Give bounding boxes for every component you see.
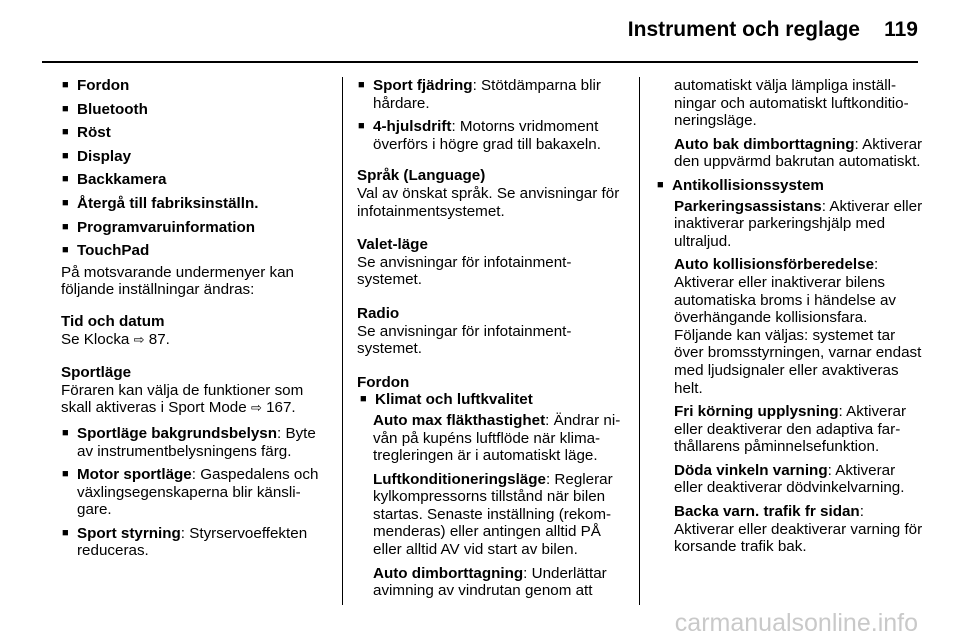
item-term: Backa varn. trafik fr sidan — [674, 503, 860, 521]
watermark: carmanualsonline.info — [674, 609, 918, 637]
section-heading-sprak: Språk (Language) — [357, 167, 486, 185]
section-heading-valet: Valet-läge — [357, 236, 428, 254]
list-item — [357, 77, 625, 112]
sub-item — [656, 503, 924, 556]
item-desc: : Motorns vridmoment överförs i högre grad till bakaxeln. — [373, 118, 601, 153]
item-desc: : Reglerar kylkompressorns tillstånd när bilen startas. Senaste inställning (rekommenderas) eller antingen alltid PÅ eller alltid AV vid start av bilen. — [373, 470, 613, 559]
column-divider-2 — [639, 77, 640, 605]
list-item: ■ Röst — [61, 124, 329, 142]
item-term: Sportläge bakgrundsbelysn — [77, 424, 278, 442]
list-item: ■ Backkamera — [61, 171, 329, 189]
column-1 — [61, 77, 329, 566]
column-2 — [357, 77, 625, 606]
section-heading-tid: Tid och datum — [61, 312, 165, 330]
item-term: 4-hjulsdrift — [373, 118, 452, 136]
item-term: Auto max fläkthastighet — [373, 411, 546, 429]
item-desc: : Gaspedalens och växlingsegenskaperna blir känsligare. — [77, 466, 319, 519]
sub-item — [357, 412, 625, 465]
item-desc: : Styrservoeffekten reduceras. — [77, 524, 308, 560]
item-term: Luftkonditioneringsläge — [373, 470, 546, 488]
item-term: Sport styrning — [77, 524, 181, 542]
section-text-tid — [61, 331, 329, 349]
item-desc: : Aktiverar den uppvärmd bakrutan automatiskt. — [674, 135, 923, 171]
item-term: Parkeringsassistans — [674, 197, 822, 215]
page-title: Instrument och reglage — [627, 18, 860, 41]
column-divider-1 — [342, 77, 343, 605]
sub-item — [357, 471, 625, 559]
item-term: Auto dimborttagning — [373, 564, 524, 582]
continued-text: automatiskt välja lämpliga inställningar och automatiskt luftkonditioneringsläge. — [674, 77, 909, 130]
list-item: ■ Antikollisionssystem — [656, 177, 924, 195]
sub-item — [656, 256, 924, 397]
section-text-radio: Se anvisningar för infotainmentsystemet. — [357, 322, 572, 358]
item-desc: : Aktiverar eller inaktiverar bilens automatiska broms i händelse av överhängande kollisionsfara. Följande kan väljas: systemet tar över bromsstyrningen, varnar endast med ljudsignaler eller avaktiveras helt. — [674, 256, 922, 397]
list-item — [61, 425, 329, 460]
section-text-sport — [61, 382, 329, 417]
section-heading-fordon: Fordon — [357, 373, 410, 391]
sport-text: Föraren kan välja de funktioner som skall aktiveras i Sport Mode — [61, 381, 304, 417]
item-desc: : Aktiverar eller inaktiverar parkeringshjälp med ultraljud. — [674, 197, 923, 250]
list-item — [357, 118, 625, 153]
list-item — [61, 525, 329, 560]
item-term: Fri körning upplysning — [674, 403, 839, 421]
list-item: ■ Bluetooth — [61, 101, 329, 119]
arrow-right-icon: ⇨ — [133, 331, 145, 347]
intro-text: På motsvarande undermenyer kan följande inställningar ändras: — [61, 263, 295, 299]
page-number: 119 — [884, 18, 918, 41]
list-item: ■ Fordon — [61, 77, 329, 95]
page-reference: 87. — [148, 330, 170, 348]
item-term: Sport fjädring — [373, 77, 473, 94]
item-desc: : Aktiverar eller deaktiverar varning för korsande trafik bak. — [674, 503, 923, 556]
header-divider — [42, 61, 918, 63]
list-item: ■ Programvaruinformation — [61, 219, 329, 237]
sub-item — [656, 198, 924, 251]
item-term: Auto kollisionsförberedelse — [674, 256, 875, 274]
item-term: Döda vinkeln varning — [674, 461, 828, 479]
item-desc: : Underlättar avimning av vindrutan genom att — [373, 564, 607, 600]
list-item — [61, 466, 329, 519]
arrow-right-icon: ⇨ — [250, 400, 262, 416]
sub-item — [357, 565, 625, 600]
sub-item — [656, 136, 924, 171]
item-term: Auto bak dimborttagning — [674, 135, 855, 153]
section-text-valet: Se anvisningar för infotainmentsystemet. — [357, 253, 572, 289]
item-desc: : Aktiverar eller deaktiverar dödvinkelvarning. — [674, 461, 905, 497]
list-item: ■ Klimat och luftkvalitet — [359, 391, 625, 409]
sub-item — [656, 462, 924, 497]
item-desc: : Aktiverar eller deaktiverar den adaptiva farthållarens påminnelsefunktion. — [674, 403, 907, 456]
tid-text: Se Klocka — [61, 330, 130, 348]
item-desc: : Ändrar nivån på kupéns luftflöde när klimatregleringen är i automatiskt läge. — [373, 411, 621, 465]
section-heading-radio: Radio — [357, 304, 400, 322]
list-item: ■ Återgå till fabriksinställn. — [61, 195, 329, 213]
list-item: ■ Display — [61, 148, 329, 166]
column-3 — [656, 77, 924, 562]
item-desc: : Byte av instrumentbelysningens färg. — [77, 424, 316, 460]
sub-item — [656, 403, 924, 456]
list-item: ■ TouchPad — [61, 242, 329, 260]
page-header — [0, 0, 960, 64]
item-desc: : Stötdämparna blir hårdare. — [373, 77, 601, 112]
section-heading-sport: Sportläge — [61, 364, 132, 382]
page-reference: 167. — [266, 399, 296, 417]
item-term: Motor sportläge — [77, 466, 192, 484]
section-text-sprak: Val av önskat språk. Se anvisningar för infotainmentsystemet. — [357, 184, 620, 220]
